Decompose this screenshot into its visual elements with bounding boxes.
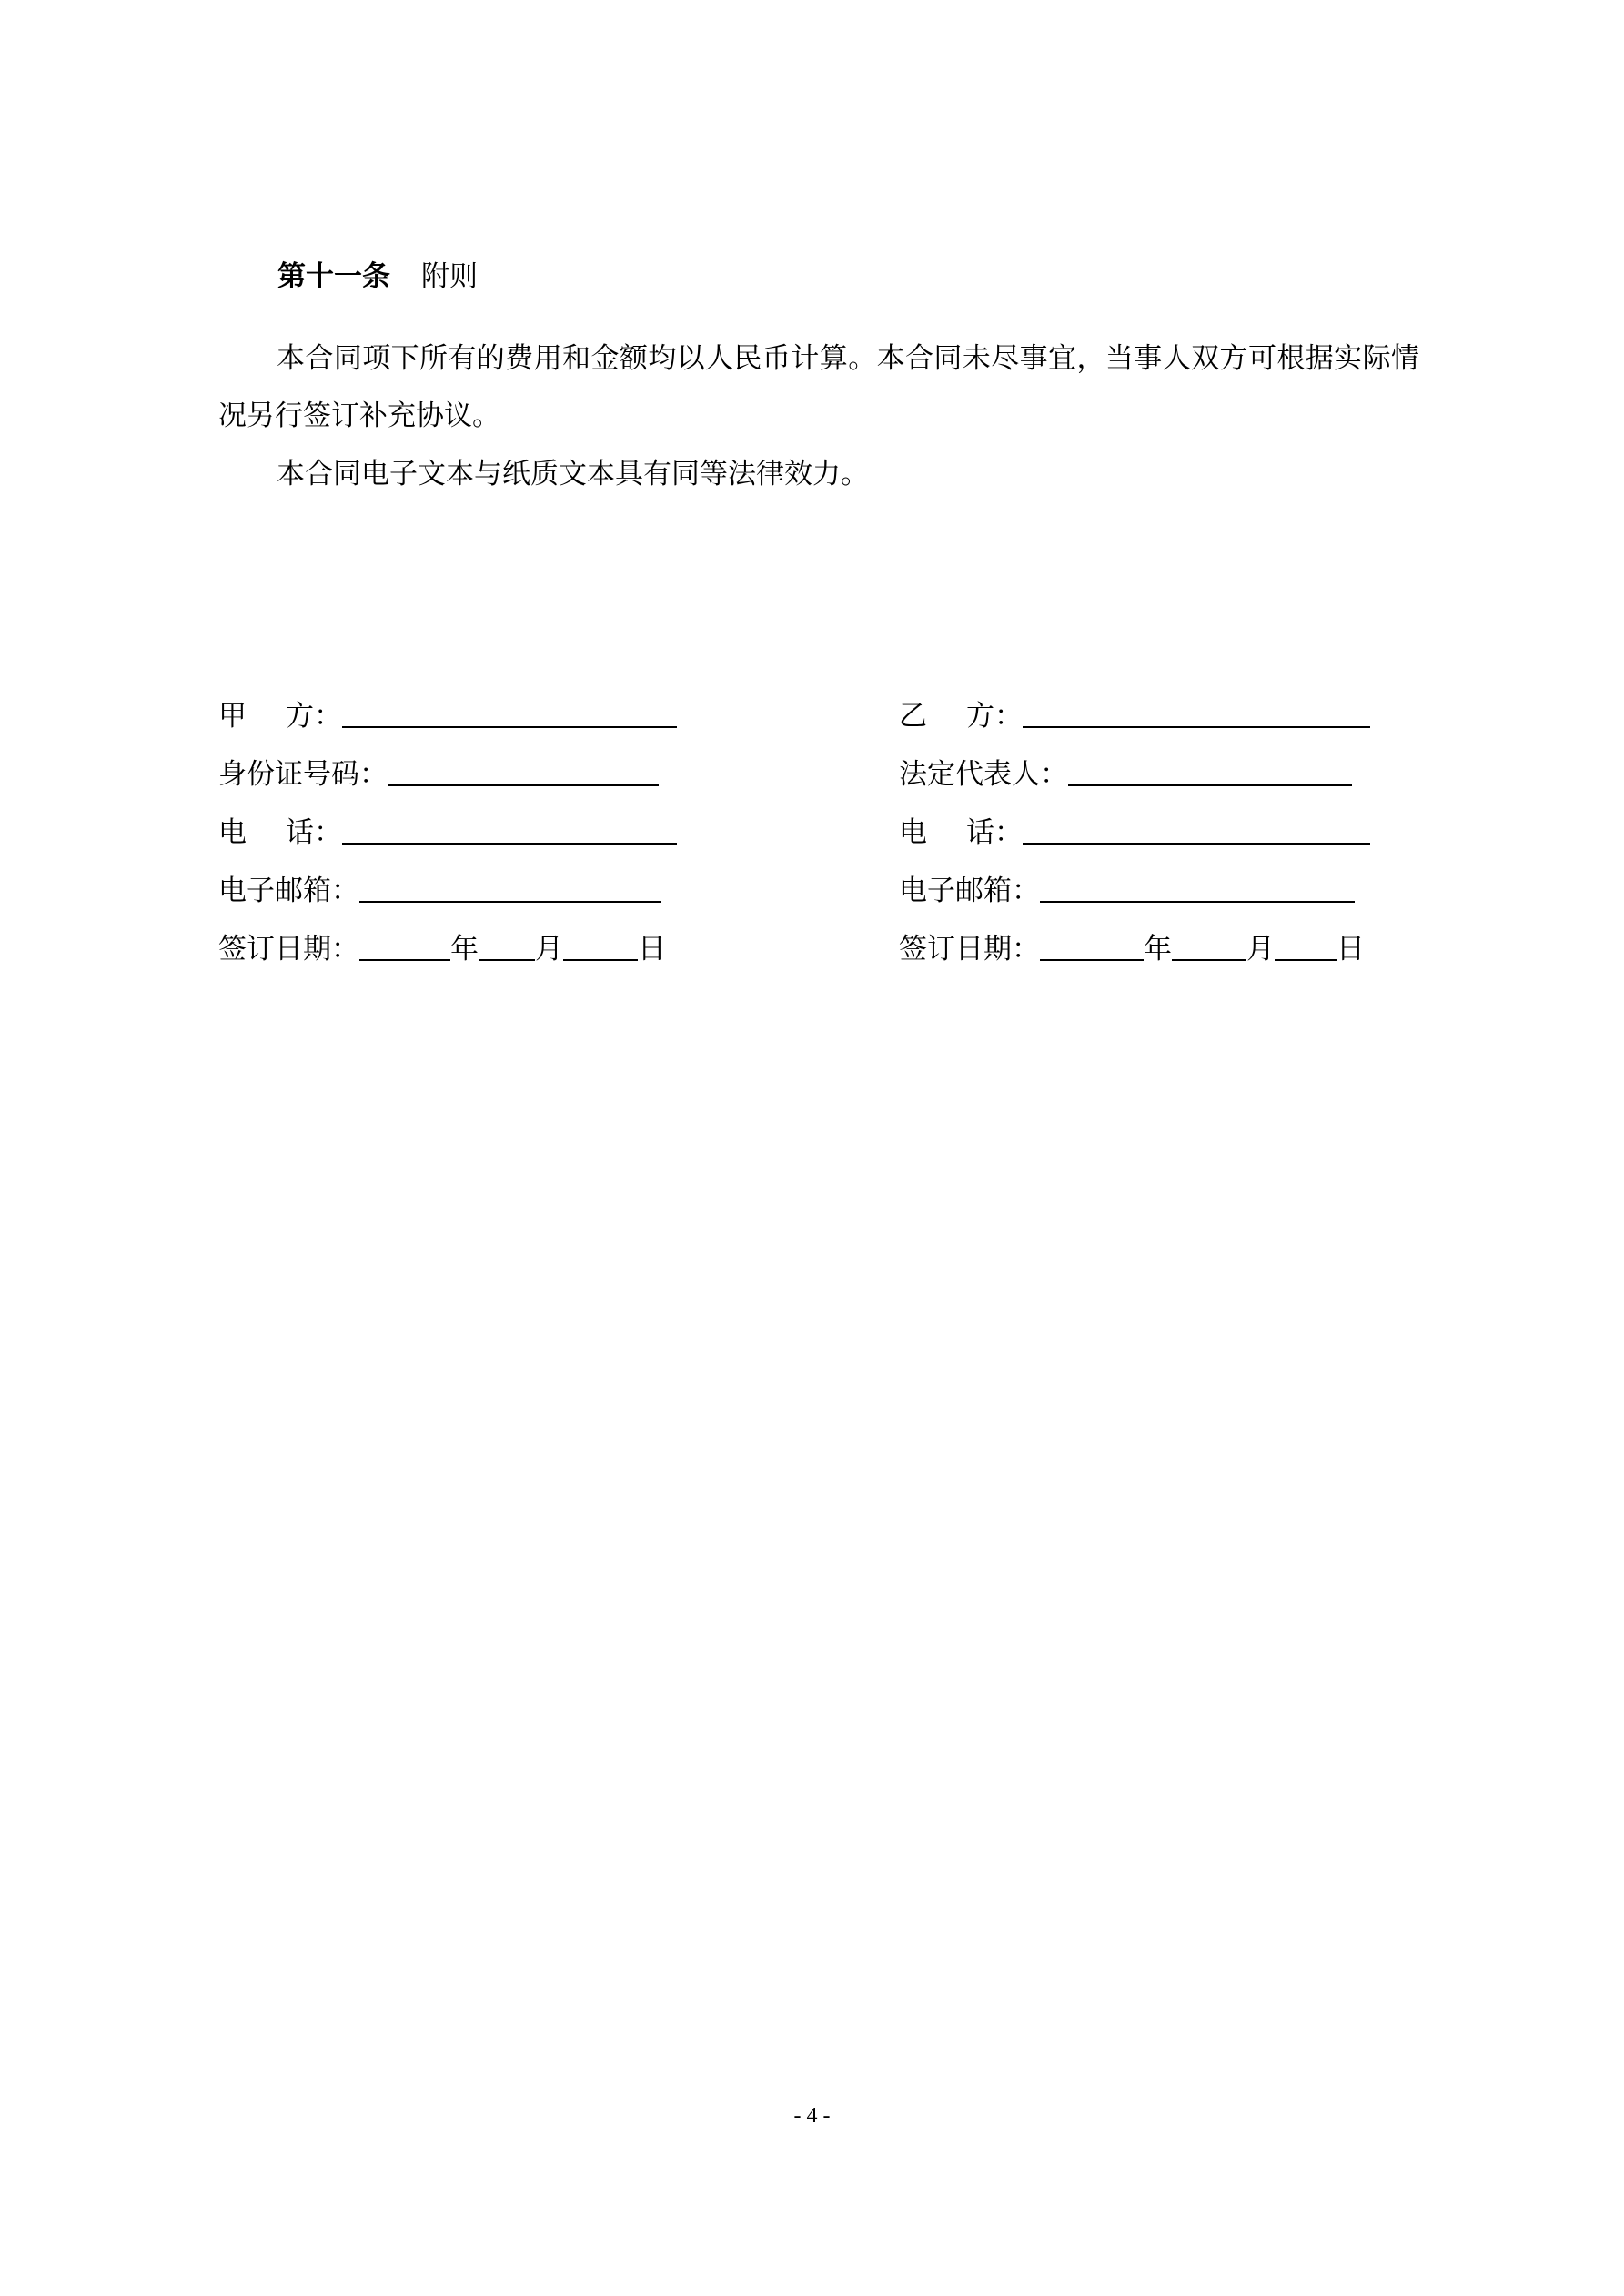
party-a-name-field[interactable] bbox=[342, 699, 677, 728]
party-a-day-field[interactable] bbox=[563, 932, 638, 961]
article-heading bbox=[277, 255, 478, 298]
party-a-name-label-suffix: 方： bbox=[286, 700, 342, 733]
party-b-rep-row bbox=[899, 733, 1370, 792]
party-b-rep-field[interactable] bbox=[1068, 757, 1352, 786]
party-b-phone-field[interactable] bbox=[1023, 815, 1370, 845]
paragraph-1 bbox=[218, 330, 1419, 445]
year-unit: 年 bbox=[450, 933, 479, 966]
party-b-date-label: 签订日期： bbox=[899, 933, 1040, 966]
party-a-id-field[interactable] bbox=[388, 757, 659, 786]
party-a-name-row bbox=[218, 675, 677, 733]
party-a-phone-row bbox=[218, 792, 677, 850]
party-a-id-label: 身份证号码： bbox=[218, 758, 388, 791]
month-unit: 月 bbox=[1246, 933, 1275, 966]
party-a-email-label: 电子邮箱： bbox=[218, 875, 359, 907]
party-b-phone-row bbox=[899, 792, 1370, 850]
paragraph-text: 本合同项下所有的费用和金额均以人民币计算。本合同未尽事宜，当事人双方可根据实际情况另行签订补充协议。 bbox=[218, 342, 1419, 432]
party-b-date-row bbox=[899, 908, 1370, 966]
party-b-name-label-char: 乙 bbox=[899, 700, 927, 733]
party-a-email-field[interactable] bbox=[359, 874, 661, 903]
month-unit: 月 bbox=[535, 933, 563, 966]
party-a-year-field[interactable] bbox=[359, 932, 450, 961]
party-b-phone-label-suffix: 话： bbox=[966, 816, 1023, 849]
party-a-date-row bbox=[218, 908, 677, 966]
party-a-phone-label-suffix: 话： bbox=[286, 816, 342, 849]
paragraph-text: 本合同电子文本与纸质文本具有同等法律效力。 bbox=[277, 458, 869, 491]
party-b-email-row bbox=[899, 850, 1370, 908]
article-title: 附则 bbox=[421, 260, 478, 293]
party-b-name-row bbox=[899, 675, 1370, 733]
party-a-month-field[interactable] bbox=[479, 932, 535, 961]
party-a-phone-field[interactable] bbox=[342, 815, 677, 845]
party-b-name-label-suffix: 方： bbox=[966, 700, 1023, 733]
party-b-day-field[interactable] bbox=[1275, 932, 1337, 961]
party-a-signature-block bbox=[218, 675, 677, 966]
party-a-id-row bbox=[218, 733, 677, 792]
article-number: 第十一条 bbox=[277, 260, 390, 293]
party-b-phone-label-char: 电 bbox=[899, 816, 927, 849]
day-unit: 日 bbox=[1337, 933, 1365, 966]
paragraph-2 bbox=[218, 446, 1419, 503]
party-b-month-field[interactable] bbox=[1172, 932, 1246, 961]
party-b-rep-label: 法定代表人： bbox=[899, 758, 1068, 791]
page-number: - 4 - bbox=[793, 2104, 831, 2128]
year-unit: 年 bbox=[1144, 933, 1172, 966]
party-a-phone-label-char: 电 bbox=[218, 816, 247, 849]
party-b-year-field[interactable] bbox=[1040, 932, 1144, 961]
party-b-email-label: 电子邮箱： bbox=[899, 875, 1040, 907]
party-b-name-field[interactable] bbox=[1023, 699, 1370, 728]
party-b-email-field[interactable] bbox=[1040, 874, 1355, 903]
party-a-date-label: 签订日期： bbox=[218, 933, 359, 966]
party-a-name-label-char: 甲 bbox=[218, 700, 247, 733]
party-b-signature-block bbox=[899, 675, 1370, 966]
party-a-email-row bbox=[218, 850, 677, 908]
day-unit: 日 bbox=[638, 933, 666, 966]
